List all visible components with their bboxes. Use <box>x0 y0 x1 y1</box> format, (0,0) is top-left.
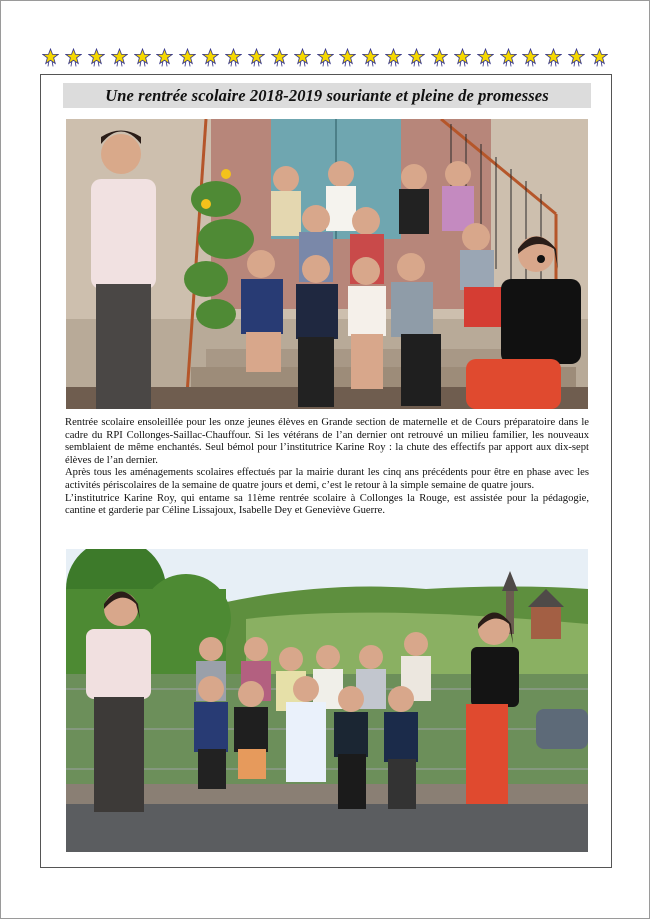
cheering-star-figure-icon <box>477 48 494 67</box>
cheering-star-figure-icon <box>568 48 585 67</box>
document-page <box>40 74 612 868</box>
cheering-star-figure-icon <box>134 48 151 67</box>
class-photo-outdoors <box>66 549 588 852</box>
document-title: Une rentrée scolaire 2018-2019 souriante et pleine de promesses <box>105 85 549 105</box>
article-body <box>65 417 589 518</box>
cheering-star-figure-icon <box>545 48 562 67</box>
article-paragraph-2: Après tous les aménagements scolaires effectués par la mairie durant les cinq ans précédents pour être en phase avec les activités périscolaires de la semaine de quatre jours et demi, c’est le retour à la simple semaine de quatre jours. <box>65 467 589 491</box>
cheering-star-figure-icon <box>42 48 59 67</box>
cheering-star-figure-icon <box>500 48 517 67</box>
cheering-star-figure-icon <box>271 48 288 67</box>
cheering-star-figure-icon <box>156 48 173 67</box>
cheering-star-figure-icon <box>522 48 539 67</box>
cheering-star-figure-icon <box>65 48 82 67</box>
star-decoration-row <box>42 46 608 68</box>
cheering-star-figure-icon <box>202 48 219 67</box>
class-photo-stairs <box>66 119 588 409</box>
article-paragraph-3: L’institutrice Karine Roy, qui entame sa 11ème rentrée scolaire à Collonges la Rouge, est assistée pour la pédagogie, cantine et garderie par Céline Lissajoux, Isabelle Dey et Geneviève Guerre. <box>65 492 589 517</box>
cheering-star-figure-icon <box>179 48 196 67</box>
cheering-star-figure-icon <box>111 48 128 67</box>
cheering-star-figure-icon <box>339 48 356 67</box>
title-banner <box>63 83 591 108</box>
article-paragraph-1: Rentrée scolaire ensoleillée pour les onze jeunes élèves en Grande section de maternelle et de Cours préparatoire dans le cadre du RPI Collonges-Saillac-Chauffour. Si les vétérans de l’an dernier ont retrouvé un milieu familier, les nouveaux semblaient de même enchantés. Seul bémol pour l’institutrice Karine Roy : la chute des effectifs par apport aux dix-sept élèves de l’an dernier. <box>65 417 589 466</box>
cheering-star-figure-icon <box>431 48 448 67</box>
cheering-star-figure-icon <box>225 48 242 67</box>
cheering-star-figure-icon <box>362 48 379 67</box>
cheering-star-figure-icon <box>385 48 402 67</box>
cheering-star-figure-icon <box>408 48 425 67</box>
cheering-star-figure-icon <box>454 48 471 67</box>
cheering-star-figure-icon <box>591 48 608 67</box>
cheering-star-figure-icon <box>317 48 334 67</box>
cheering-star-figure-icon <box>88 48 105 67</box>
cheering-star-figure-icon <box>248 48 265 67</box>
cheering-star-figure-icon <box>294 48 311 67</box>
